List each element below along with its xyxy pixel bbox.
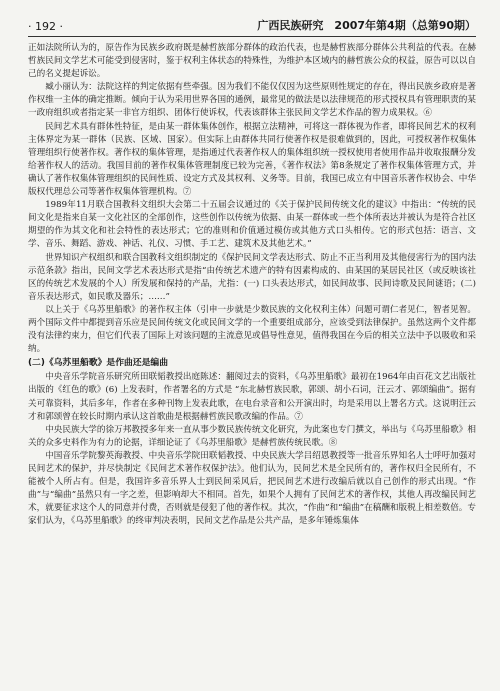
paragraph: 中国音乐学院黎英海教授、中央音乐学院田联韬教授、中央民族大学吕绍恩教授等一批音乐界知名人士呼吁加强对民间艺术的保护，并尽快制定《民间艺术著作权保护法》。他们认为，民间艺术是全民所有的，著作权归全民所有，不能被个人所占有。但是，我国许多音乐界人士到民间采风后，把民间艺术进行改编后就以自己创作的形式出现。“作曲”与“编曲”虽然只有一字之差，但影响却大不相同。首先，如果个人拥有了民间艺术的著作权，其他人再改编民间艺术，就要征求这个人的同意并付费，否则就是侵犯了他的著作权。其次，“作曲”和“编曲”在稿酬和版税上相差数倍。专家们认为，《乌苏里船歌》的终审判决表明，民间文艺作品是公共产品，是多年锤炼集体 — [28, 450, 476, 527]
article-body — [28, 42, 476, 687]
page-number: · 192 · — [28, 20, 63, 33]
section-heading: (二)《乌苏里船歌》是作曲还是编曲 — [28, 358, 168, 369]
paragraph: 臧小丽认为：法院这样的判定依据有些牵强。因为我们不能仅仅因为这些原则性规定的存在，得出民族乡政府是著作权维一主体的确定推断。倾向于认为采用世界各国的通例，最常见的做法是以法律规范的形式授权具有管理职责的某一政府组织或者指定某一非官方组织、团体行使诉权，代表该群体主张民间文学艺术作品的智力成果权。⑥ — [28, 82, 476, 119]
paragraph: 中央音乐学院音乐研究所田联韬教授出庭陈述：翻阅过去的资料，《乌苏里船歌》最初在1964年由百花文艺出版社出版的《红色的歌》(6) 上发表时，作者署名的方式是 “东北赫哲族民歌，郭颂、胡小石词，汪云才、郭颂编曲”。据有关可靠资料，其后多年，作者在多种刊物上发表此歌，在电台录音和公开演出时，均是采用以上署名方式。这说明汪云才和郭颂曾在较长时期内承认这首歌曲是根据赫哲族民歌改编的作品。⑦ — [28, 372, 476, 422]
paragraph: 世界知识产权组织和联合国教科文组织制定的《保护民间文学表达形式、防止不正当利用及其他侵害行为的国内法示范条款》指出，民间文学艺术表达形式是指“由传统艺术遗产的特有因素构成的、由某国的某居民社区（或反映该社区的传统艺术发展的个人）所发展和保持的产品，尤指：(一) 口头表达形式，如民间故事、民间诗歌及民间谜语；(二) 音乐表达形式，如民歌及器乐；……” — [28, 252, 476, 302]
paragraph: 民间艺术具有群体性特征，是由某一群体集体创作，根据立法精神，可将这一群体视为作者，即将民间艺术的权利主体界定为某一群体（民族、区域、国家）。但实际上由群体共同行使著作权是很难做到的，因此，可授权著作权集体管理组织行使著作权。著作权的集体管理，是指通过代表著作权人的集体组织统一授权使用者使用作品并收取报酬分发给著作权人的活动。我国目前的著作权集体管理制度已较为完善，《著作权法》第8条规定了著作权集体管理方式，并确认了著作权集体管理组织的民间性质、设定方式及其权利、义务等。目前，我国已成立有中国音乐著作权协会、中华版权代理总公司等著作权集体管理机构。⑦ — [28, 121, 476, 198]
running-header — [28, 10, 476, 37]
paragraph: 以上关于《乌苏里船歌》的著作权主体（引申一步就是少数民族的文化权利主体）问题可谓仁者见仁，智者见智。两个国际文件中都提到音乐应是民间传统文化或民间文学的一个重要组成部分，应该受到法律保护。虽然这两个文件都没有法律约束力，但它们代表了国际上对该问题的主流意见或倡导性意见，值得我国在今后的相关立法中予以吸收和采纳。 — [28, 304, 476, 355]
paragraph: 正如法院所认为的，原告作为民族乡政府既是赫哲族部分群体的政治代表，也是赫哲族部分群体公共利益的代表。在赫哲族民间文学艺术可能受到侵害时，鉴于权利主体状态的特殊性，为维护本区域内的赫哲族公众的权益，原告可以以自己的名义提起诉讼。 — [28, 43, 476, 80]
journal-title: 广西民族研究 2007年第4期（总第90期） — [257, 19, 476, 32]
paragraph: 1989年11月联合国教科文组织大会第二十五届会议通过的《关于保护民间传统文化的建议》中指出：“传统的民间文化是指来自某一文化社区的全部创作，这些创作以传统为依据、由某一群体或一些个体所表达并被认为是符合社区期望的作为其文化和社会特性的表达形式；它的准则和价值通过模仿或其他方式口头相传。它的形式包括：语言、文学、音乐、舞蹈、游戏、神话、礼仪、习惯、手工艺、建筑术及其他艺术。” — [28, 200, 476, 250]
paragraph: 中央民族大学的徐万邦教授多年来一直从事少数民族传统文化研究，为此案也专门撰文，举出与《乌苏里船歌》相关的众多史料作为有力的论据，详细论证了《乌苏里船歌》是赫哲族传统民歌。⑧ — [28, 424, 476, 448]
